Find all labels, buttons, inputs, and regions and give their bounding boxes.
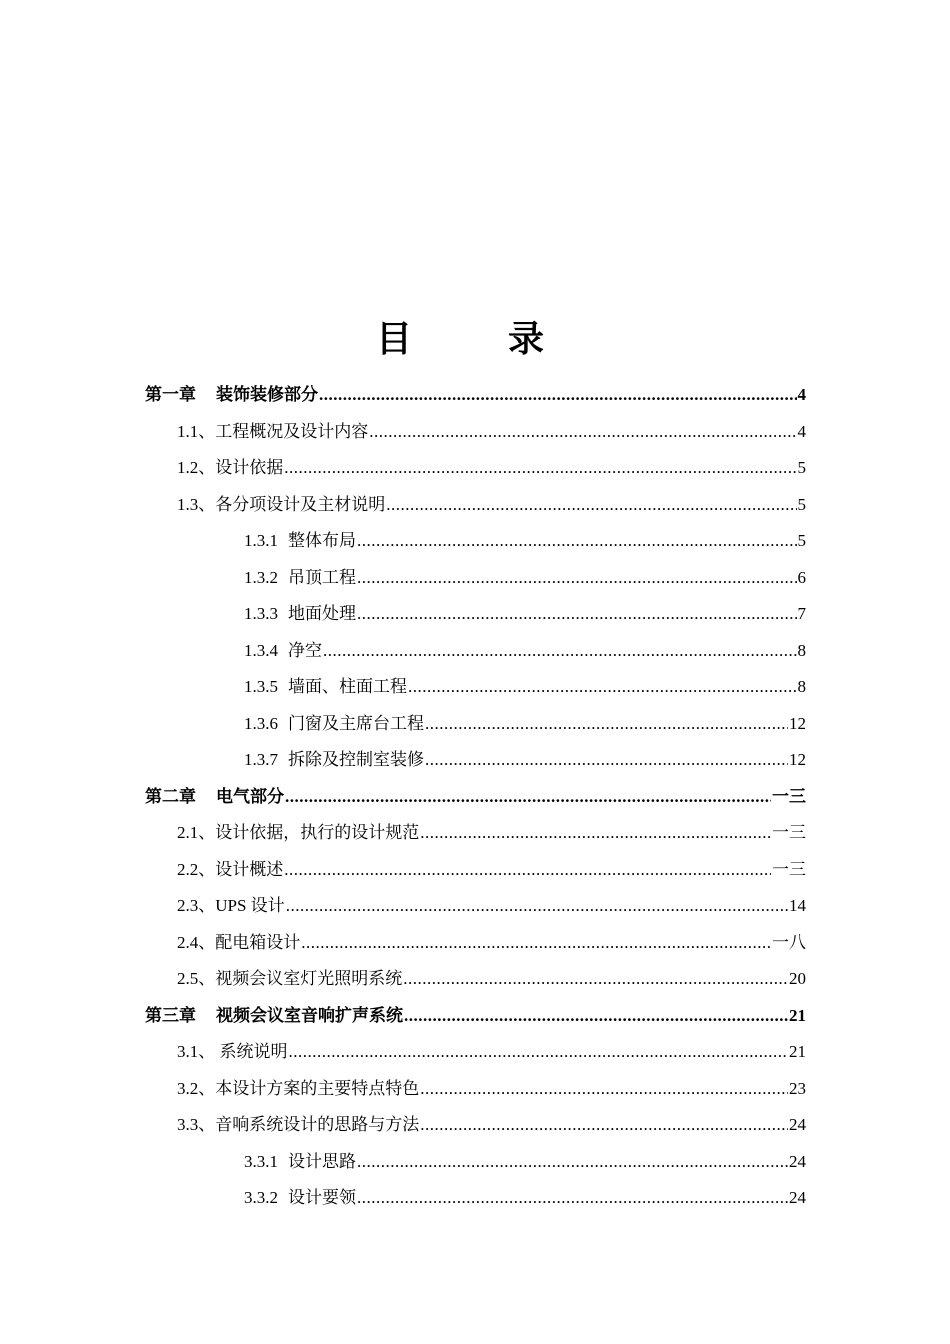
dot-leader bbox=[425, 742, 788, 779]
toc-entry-number: 1.3.1 bbox=[244, 531, 278, 550]
dot-leader bbox=[386, 487, 796, 524]
toc-section-entry[interactable] bbox=[145, 961, 806, 998]
toc-entry-label: 1.3、各分项设计及主材说明 bbox=[177, 494, 386, 514]
toc-entry-label: 墙面、柱面工程 bbox=[288, 677, 407, 696]
toc-entry-number: 第二章 bbox=[145, 786, 196, 806]
toc-chapter-entry[interactable] bbox=[145, 779, 806, 816]
toc-entry-number: 1.3.2 bbox=[244, 567, 278, 587]
toc-entry-label: 设计要领 bbox=[288, 1188, 356, 1207]
toc-entry-number: 1.3.5 bbox=[244, 677, 278, 696]
toc-entry-number: 第三章 bbox=[145, 1005, 196, 1025]
toc-page-number: 一三 bbox=[772, 823, 806, 842]
toc-subsection-entry[interactable] bbox=[145, 669, 806, 706]
toc-entry-label: 2.1、设计依据，执行的设计规范 bbox=[177, 823, 420, 842]
toc-section-entry[interactable] bbox=[145, 1107, 806, 1144]
toc-page-number: 5 bbox=[797, 494, 806, 514]
toc-page-number: 5 bbox=[797, 531, 806, 550]
table-of-contents bbox=[145, 377, 806, 1217]
dot-leader bbox=[420, 1107, 788, 1144]
toc-page-number: 7 bbox=[797, 604, 806, 623]
dot-leader bbox=[420, 815, 771, 852]
toc-entry-label: 视频会议室音响扩声系统 bbox=[216, 1005, 403, 1025]
toc-entry-label: 2.5、视频会议室灯光照明系统 bbox=[177, 969, 403, 988]
toc-section-entry[interactable] bbox=[145, 925, 806, 962]
toc-page-number: 一八 bbox=[772, 932, 806, 952]
toc-entry-label: 设计思路 bbox=[288, 1151, 356, 1171]
toc-subsection-entry[interactable] bbox=[145, 706, 806, 743]
toc-page-number: 5 bbox=[797, 458, 806, 477]
toc-subsection-entry[interactable] bbox=[145, 1144, 806, 1181]
toc-subsection-entry[interactable] bbox=[145, 560, 806, 597]
dot-leader bbox=[284, 450, 796, 487]
dot-leader bbox=[301, 925, 771, 962]
dot-leader bbox=[289, 1034, 789, 1071]
dot-leader bbox=[285, 779, 771, 816]
dot-leader bbox=[425, 706, 788, 743]
toc-entry-number: 1.3.3 bbox=[244, 604, 278, 623]
toc-section-entry[interactable] bbox=[145, 1071, 806, 1108]
toc-entry-label: 门窗及主席台工程 bbox=[288, 713, 424, 733]
toc-entry-label: 拆除及控制室装修 bbox=[288, 750, 424, 769]
dot-leader bbox=[403, 961, 788, 998]
toc-page-number: 8 bbox=[797, 640, 806, 660]
toc-page-number: 24 bbox=[789, 1188, 806, 1207]
toc-page-number: 8 bbox=[797, 677, 806, 696]
dot-leader bbox=[357, 1144, 788, 1181]
toc-entry-label: 2.2、设计概述 bbox=[177, 859, 284, 879]
toc-entry-label: 1.2、设计依据 bbox=[177, 458, 284, 477]
dot-leader bbox=[319, 377, 797, 414]
toc-entry-label: 吊顶工程 bbox=[288, 567, 356, 587]
toc-chapter-entry[interactable] bbox=[145, 998, 806, 1035]
toc-section-entry[interactable] bbox=[145, 888, 806, 925]
toc-entry-number: 第一章 bbox=[145, 385, 196, 404]
dot-leader bbox=[286, 888, 788, 925]
toc-entry-number: 3.3.2 bbox=[244, 1188, 278, 1207]
toc-subsection-entry[interactable] bbox=[145, 596, 806, 633]
toc-section-entry[interactable] bbox=[145, 450, 806, 487]
toc-page-number: 20 bbox=[789, 969, 806, 988]
toc-page-number: 21 bbox=[789, 1005, 806, 1025]
toc-entry-label: 1.1、工程概况及设计内容 bbox=[177, 421, 369, 441]
toc-entry-label: 整体布局 bbox=[288, 531, 356, 550]
toc-entry-label: 净空 bbox=[288, 640, 322, 660]
toc-entry-label: 装饰装修部分 bbox=[216, 385, 318, 404]
toc-page-number: 4 bbox=[797, 421, 806, 441]
toc-page-number: 12 bbox=[789, 713, 806, 733]
toc-entry-label: 3.3、音响系统设计的思路与方法 bbox=[177, 1115, 420, 1134]
toc-entry-number: 1.3.6 bbox=[244, 713, 278, 733]
toc-section-entry[interactable] bbox=[145, 414, 806, 451]
dot-leader bbox=[357, 560, 797, 597]
toc-section-entry[interactable] bbox=[145, 815, 806, 852]
toc-entry-label: 地面处理 bbox=[288, 604, 356, 623]
toc-page-number: 24 bbox=[789, 1151, 806, 1171]
toc-subsection-entry[interactable] bbox=[145, 1180, 806, 1217]
toc-section-entry[interactable] bbox=[145, 487, 806, 524]
toc-page-number: 一三 bbox=[772, 859, 806, 879]
dot-leader bbox=[357, 523, 797, 560]
toc-entry-number: 1.3.7 bbox=[244, 750, 278, 769]
toc-page-number: 14 bbox=[789, 896, 806, 915]
toc-entry-label: 3.2、本设计方案的主要特点特色 bbox=[177, 1078, 420, 1098]
dot-leader bbox=[420, 1071, 788, 1108]
toc-chapter-entry[interactable] bbox=[145, 377, 806, 414]
dot-leader bbox=[284, 852, 771, 889]
toc-entry-number: 1.3.4 bbox=[244, 640, 278, 660]
dot-leader bbox=[404, 998, 788, 1035]
toc-title: 目 录 bbox=[375, 319, 574, 360]
dot-leader bbox=[369, 414, 796, 451]
toc-subsection-entry[interactable] bbox=[145, 633, 806, 670]
toc-entry-label: 2.4、配电箱设计 bbox=[177, 932, 301, 952]
toc-page-number: 21 bbox=[789, 1042, 806, 1061]
toc-subsection-entry[interactable] bbox=[145, 742, 806, 779]
toc-page-number: 12 bbox=[789, 750, 806, 769]
toc-section-entry[interactable] bbox=[145, 1034, 806, 1071]
toc-subsection-entry[interactable] bbox=[145, 523, 806, 560]
dot-leader bbox=[357, 1180, 788, 1217]
toc-page-number: 23 bbox=[789, 1078, 806, 1098]
dot-leader bbox=[357, 596, 797, 633]
toc-entry-label: 电气部分 bbox=[216, 786, 284, 806]
toc-entry-label: 3.1、 系统说明 bbox=[177, 1042, 288, 1061]
toc-section-entry[interactable] bbox=[145, 852, 806, 889]
toc-entry-label: 2.3、UPS 设计 bbox=[177, 896, 285, 915]
toc-entry-number: 3.3.1 bbox=[244, 1151, 278, 1171]
toc-page-number: 4 bbox=[797, 385, 806, 404]
dot-leader bbox=[323, 633, 797, 670]
dot-leader bbox=[408, 669, 797, 706]
toc-page-number: 24 bbox=[789, 1115, 806, 1134]
toc-page-number: 6 bbox=[797, 567, 806, 587]
toc-page-number: 一三 bbox=[772, 786, 806, 806]
